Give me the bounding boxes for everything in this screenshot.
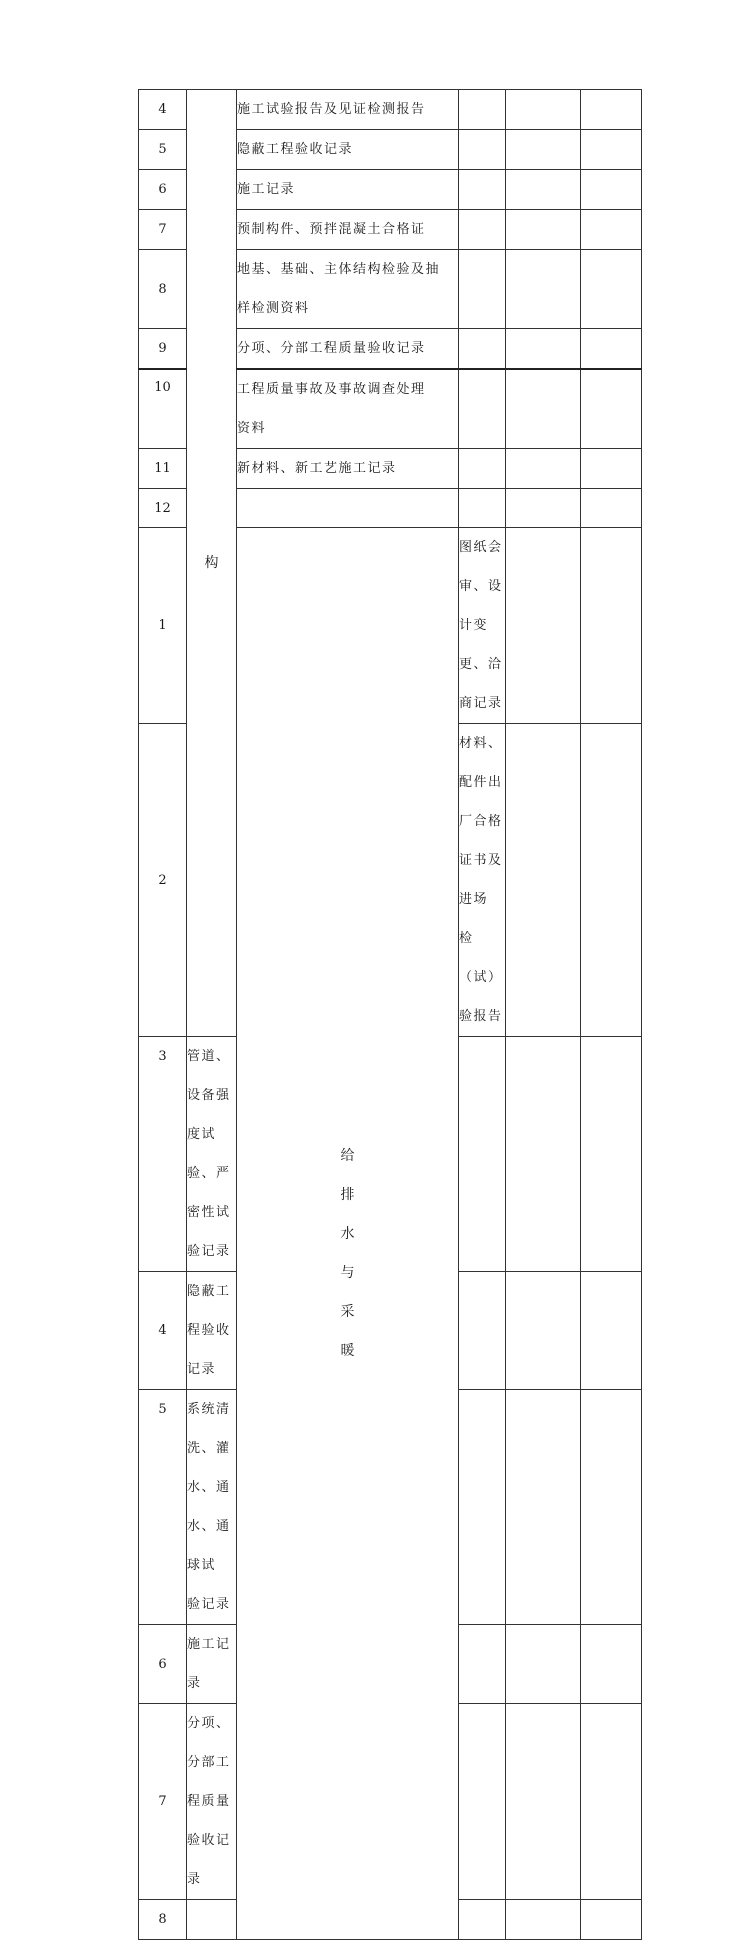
item-cell: 地基、基础、主体结构检验及抽 样检测资料 bbox=[237, 250, 459, 329]
category-char: 给 bbox=[340, 1147, 355, 1164]
row-number: 4 bbox=[139, 1272, 187, 1390]
category-cell bbox=[187, 90, 237, 1037]
item-cell: 图纸会审、设计变更、洽商记录 bbox=[459, 528, 506, 724]
item-cell: 管道、设备强度试验、严密性试 验记录 bbox=[187, 1037, 237, 1272]
item-cell: 施工试验报告及见证检测报告 bbox=[237, 90, 459, 130]
row-number: 6 bbox=[139, 1625, 187, 1704]
row-number: 6 bbox=[139, 170, 187, 210]
item-cell: 施工记录 bbox=[187, 1625, 237, 1704]
row-number: 5 bbox=[139, 130, 187, 170]
category-char: 与 bbox=[340, 1264, 355, 1281]
row-number: 7 bbox=[139, 210, 187, 250]
row-number: 5 bbox=[139, 1390, 187, 1625]
category-char: 排 bbox=[340, 1186, 355, 1203]
item-cell bbox=[187, 1900, 237, 1940]
check-cell bbox=[459, 90, 506, 130]
row-number: 3 bbox=[139, 1037, 187, 1272]
row-number: 11 bbox=[139, 449, 187, 489]
item-cell: 分项、分部工程质量验收记录 bbox=[187, 1704, 237, 1900]
category-char: 暖 bbox=[340, 1342, 355, 1359]
category-cell bbox=[237, 528, 459, 1940]
item-cell: 隐蔽工程验收记录 bbox=[187, 1272, 237, 1390]
item-cell: 工程质量事故及事故调查处理 资料 bbox=[237, 369, 459, 449]
category-char: 采 bbox=[340, 1303, 355, 1320]
item-cell: 新材料、新工艺施工记录 bbox=[237, 449, 459, 489]
row-number: 8 bbox=[139, 1900, 187, 1940]
item-cell: 材料、配件出厂合格证书及进场 检（试）验报告 bbox=[459, 724, 506, 1037]
remark-cell bbox=[506, 90, 581, 130]
row-number: 1 bbox=[139, 528, 187, 724]
row-number: 4 bbox=[139, 90, 187, 130]
item-cell: 隐蔽工程验收记录 bbox=[237, 130, 459, 170]
item-cell bbox=[237, 489, 459, 528]
row-number: 7 bbox=[139, 1704, 187, 1900]
category-char: 构 bbox=[204, 555, 219, 571]
row-number: 10 bbox=[139, 369, 187, 449]
row-number: 8 bbox=[139, 250, 187, 329]
extra-cell bbox=[581, 90, 642, 130]
row-number: 12 bbox=[139, 489, 187, 528]
category-char: 水 bbox=[340, 1225, 355, 1242]
row-number: 2 bbox=[139, 724, 187, 1037]
item-cell: 系统清洗、灌水、通水、通球试 验记录 bbox=[187, 1390, 237, 1625]
records-table bbox=[138, 89, 642, 1940]
item-cell: 预制构件、预拌混凝土合格证 bbox=[237, 210, 459, 250]
row-number: 9 bbox=[139, 329, 187, 370]
item-cell: 施工记录 bbox=[237, 170, 459, 210]
item-cell: 分项、分部工程质量验收记录 bbox=[237, 329, 459, 370]
table-row bbox=[139, 90, 642, 130]
